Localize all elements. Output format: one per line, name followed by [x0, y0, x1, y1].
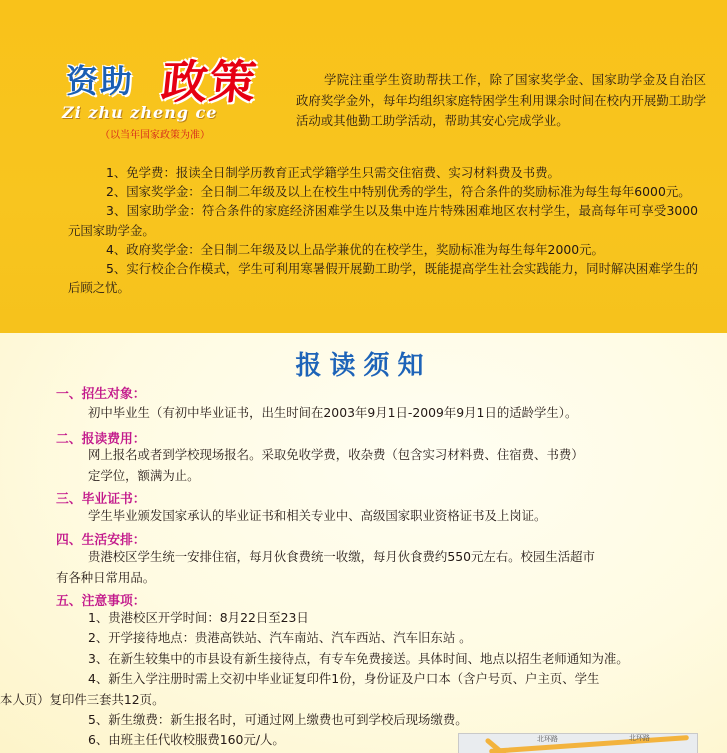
logo-title-part-b: 政策 [158, 55, 261, 109]
section-title-target: 一、招生对象： [56, 387, 146, 402]
section-text-certificate [56, 506, 696, 527]
policy-item: 1、免学费：报读全日制学历教育正式学籍学生只需交住宿费、实习材料费及书费。 [106, 165, 560, 180]
note-item: 6、由班主任代收校服费160元/人。 [88, 732, 285, 748]
policy-item: 4、政府奖学金：全日制二年级及以上品学兼优的在校学生，奖励标准为每生每年2000元。 [106, 241, 604, 257]
section-paragraph-cont: 定学位，额满为止。 [88, 467, 200, 483]
map-label: 北环路 [537, 735, 558, 743]
notice-section [0, 333, 727, 753]
logo-pinyin: Zi zhu zheng ce [62, 103, 218, 122]
policy-section [0, 0, 727, 333]
note-item: 1、贵港校区开学时间：8月22日至23日 [88, 610, 309, 625]
map-road [489, 735, 689, 753]
section-paragraph: 贵港校区学生统一安排住宿，每月伙食费统一收缴，每月伙食费约550元左右。校园生活超市 [88, 549, 595, 564]
logo-note: （以当年国家政策为准） [100, 130, 210, 141]
notice-title: 报读须知 [295, 351, 432, 381]
section-text-fees [56, 445, 696, 486]
policy-item: 2、国家奖学金：全日制二年级及以上在校生中特别优秀的学生，符合条件的奖励标准为每生每年6000元。 [106, 184, 691, 200]
policy-intro: 学院注重学生资助帮扶工作，除了国家奖学金、国家助学金及自治区政府奖学金外，每年均组织家庭特困学生利用课余时间在校内开展勤工助学活动或其他勤工助学活动，帮助其安心完成学业。 [296, 72, 706, 128]
section-text-living [56, 547, 696, 588]
map-thumbnail [458, 733, 698, 753]
policy-item: 3、国家助学金：符合条件的家庭经济困难学生以及集中连片特殊困难地区农村学生，最高每年可享受3000元国家助学金。 [68, 203, 698, 238]
policy-item: 5、实行校企合作模式，学生可利用寒暑假开展勤工助学，既能提高学生社会实践能力，同时解决困难学生的后顾之忧。 [68, 261, 698, 296]
section-title-notes: 五、注意事项： [56, 594, 146, 609]
policy-logo [62, 50, 292, 145]
note-item-cont: 本人页）复印件三套共12页。 [0, 691, 165, 707]
section-title-certificate: 三、毕业证书： [56, 492, 146, 507]
section-text-target [56, 403, 696, 424]
section-title-living: 四、生活安排： [56, 533, 146, 548]
section-paragraph: 网上报名或者到学校现场报名。采取免收学费，收杂费（包含实习材料费、住宿费、书费） [88, 447, 584, 462]
section-paragraph-cont: 有各种日常用品。 [56, 569, 156, 585]
section-title-fees: 二、报读费用： [56, 432, 146, 447]
section-paragraph: 学生毕业颁发国家承认的毕业证书和相关专业中、高级国家职业资格证书及上岗证。 [88, 508, 547, 523]
section-paragraph: 初中毕业生（有初中毕业证书，出生时间在2003年9月1日-2009年9月1日的适龄学生）。 [88, 405, 578, 420]
policy-list [68, 163, 698, 297]
note-item: 3、在新生较集中的市县设有新生接待点，有专车免费接送。具体时间、地点以招生老师通知为准。 [88, 650, 629, 666]
note-item: 4、新生入学注册时需上交初中毕业证复印件1份，身份证及户口本（含户号页、户主页、学生 [88, 671, 600, 687]
map-label: 北环路 [629, 734, 650, 742]
logo-title-part-a: 资助 [66, 62, 135, 100]
note-item: 2、开学接待地点：贵港高铁站、汽车南站、汽车西站、汽车旧东站 。 [88, 630, 472, 646]
section-text-notes [0, 608, 696, 751]
note-item: 5、新生缴费：新生报名时，可通过网上缴费也可到学校后现场缴费。 [88, 712, 468, 728]
